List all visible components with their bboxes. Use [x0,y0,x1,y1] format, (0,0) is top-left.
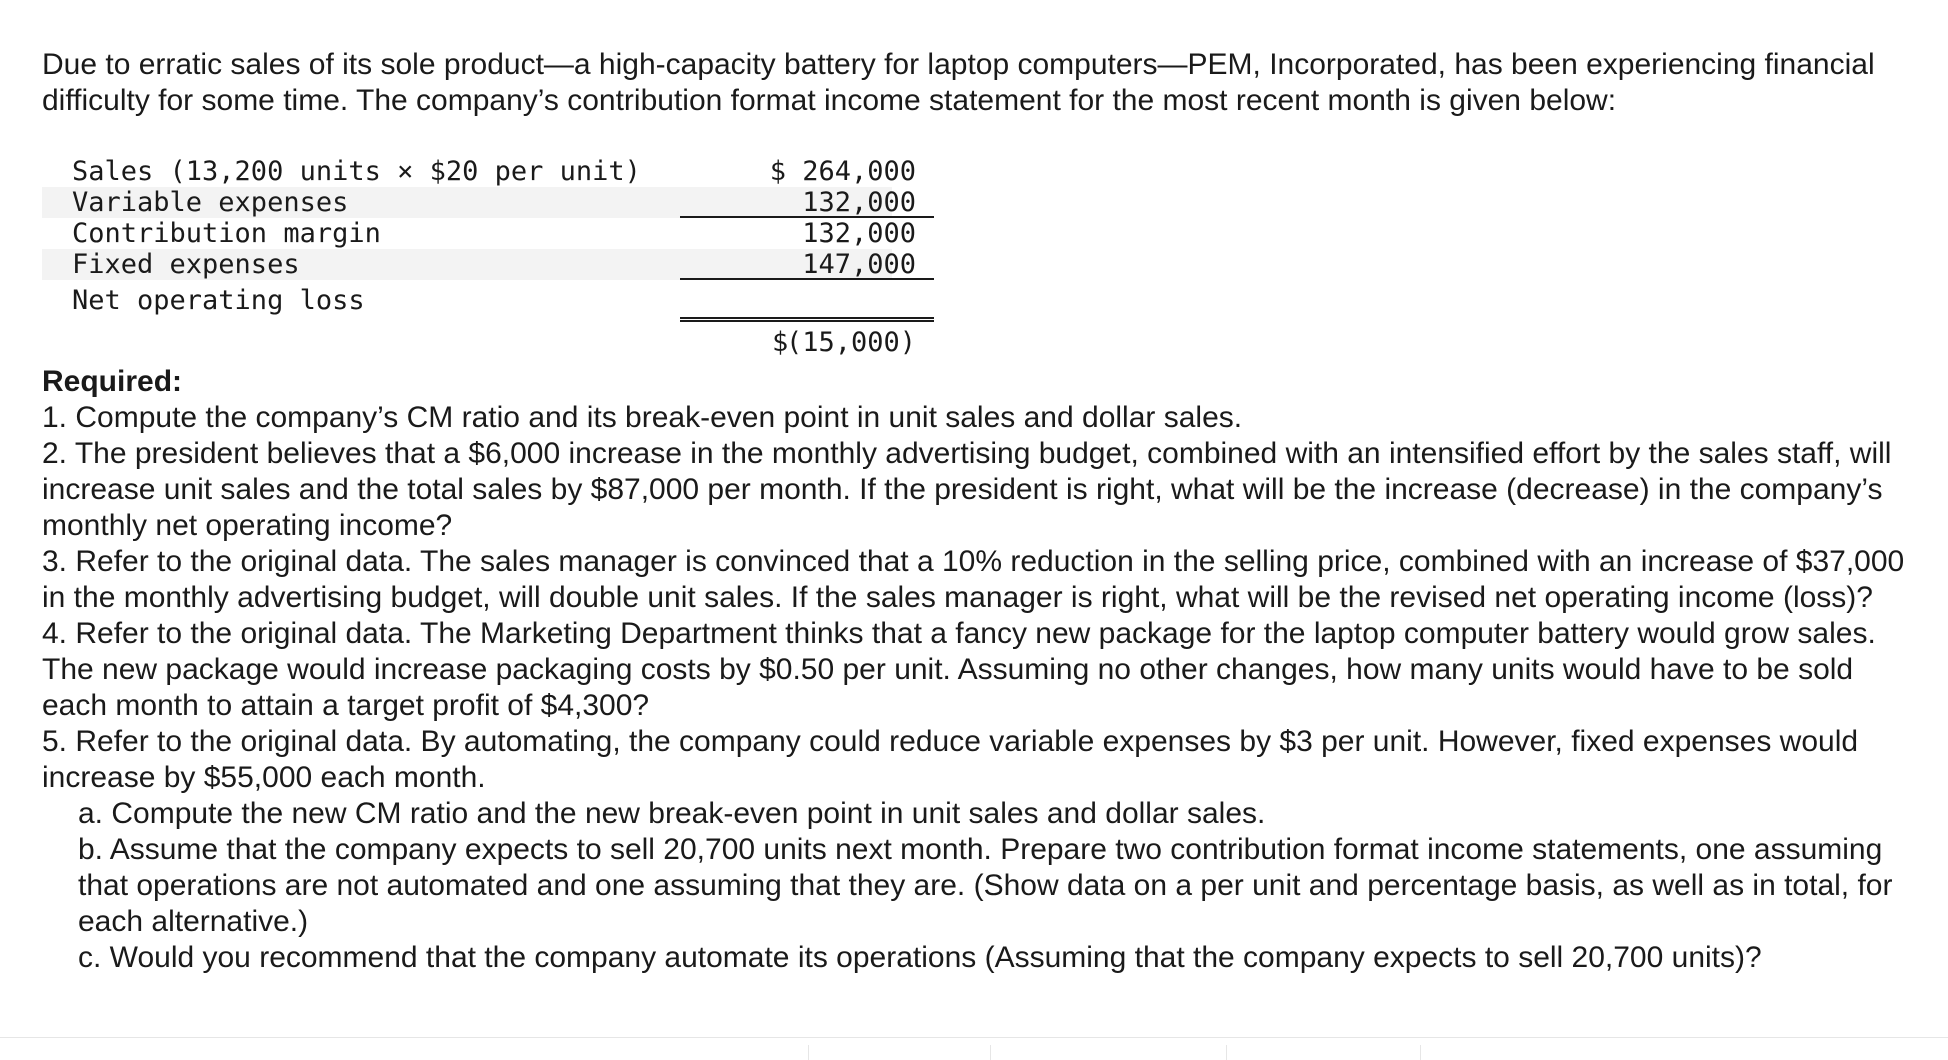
sales-amount: $ 264,000 [769,156,916,187]
variable-expenses-amount: 132,000 [680,187,934,218]
footer-tick [1420,1045,1421,1060]
question-3: 3. Refer to the original data. The sales manager is convinced that a 10% reduction in the selling price, combined with an increase of $37,000 in the monthly advertising budget, will double unit sales. If the sales manager is right, what will be the revised net operating income (loss)? [42,545,1905,614]
question-4: 4. Refer to the original data. The Marketing Department thinks that a fancy new package for the laptop computer battery would grow sales. The new package would increase packaging costs by $0.50 per unit. Assuming no other changes, how many units would have to be sold each month to attain a target profit of $4,300? [42,617,1876,722]
statement-row-net-operating-loss [42,280,916,358]
fixed-expenses-amount: 147,000 [680,249,934,280]
net-operating-loss-label: Net operating loss [72,285,365,316]
net-operating-loss-currency: $ [772,327,789,358]
statement-row-contribution-margin [42,218,916,249]
variable-expenses-label: Variable expenses [42,187,892,218]
sales-label: Sales (13,200 units × $20 per unit) [72,156,641,187]
question-5b: b. Assume that the company expects to sell 20,700 units next month. Prepare two contribution format income statements, one assuming that operations are not automated and one assuming that they are. (Show data on a per unit and percentage basis, as well as in total, for each alternative.) [78,833,1893,938]
required-section [42,364,1912,976]
footer-tick [1226,1045,1227,1060]
footer-tick [990,1045,991,1060]
statement-row-variable-expenses [42,187,916,218]
required-heading: Required: [42,365,183,398]
question-5c: c. Would you recommend that the company automate its operations (Assuming that the company expects to sell 20,700 units)? [78,941,1762,974]
income-statement [42,156,916,358]
question-5: 5. Refer to the original data. By automating, the company could reduce variable expenses by $3 per unit. However, fixed expenses would increase by $55,000 each month. [42,725,1859,794]
net-operating-loss-value: (15,000) [785,327,916,358]
contribution-margin-amount: 132,000 [802,218,916,249]
footer-divider [0,1037,1948,1038]
net-operating-loss-amount [680,280,934,358]
footer-tick [808,1045,809,1060]
contribution-margin-label: Contribution margin [72,218,381,249]
fixed-expenses-label: Fixed expenses [42,249,892,280]
question-5a: a. Compute the new CM ratio and the new break-even point in unit sales and dollar sales. [78,797,1266,830]
statement-row-fixed-expenses [42,249,916,280]
intro-paragraph: Due to erratic sales of its sole product—a high-capacity battery for laptop computers—PEM, Incorporated, has been experiencing financial difficulty for some time. The company’s contribution format income statement for the most recent month is given below: [42,48,1875,117]
statement-row-sales [42,156,916,187]
question-2: 2. The president believes that a $6,000 increase in the monthly advertising budget, combined with an intensified effort by the sales staff, will increase unit sales and the total sales by $87,000 per month. If the president is right, what will be the increase (decrease) in the company’s monthly net operating income? [42,437,1892,542]
question-1: 1. Compute the company’s CM ratio and its break-even point in unit sales and dollar sales. [42,401,1243,434]
